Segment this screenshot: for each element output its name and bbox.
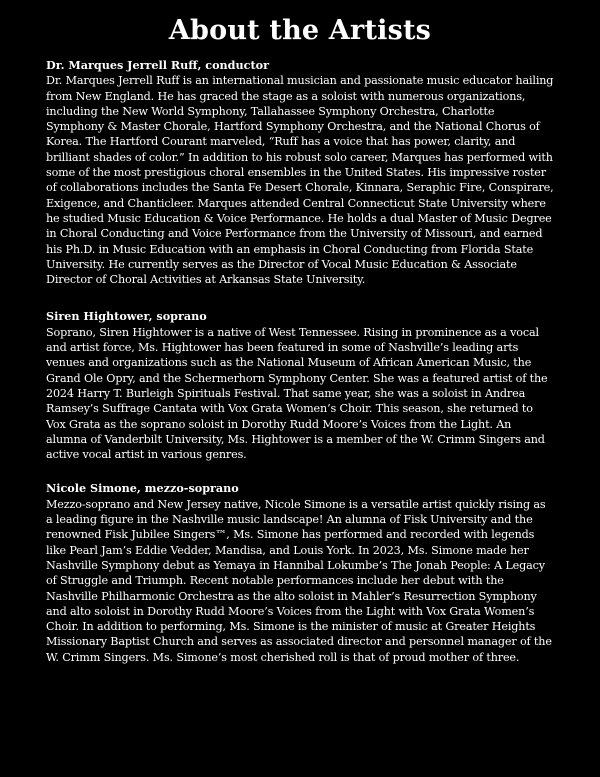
artist-heading: Nicole Simone, mezzo-soprano [46, 481, 239, 496]
artist-bio-ruff [46, 58, 554, 287]
artist-heading: Siren Hightower, soprano [46, 309, 207, 324]
section-spacer [46, 462, 554, 481]
artist-bio-text: Mezzo-soprano and New Jersey native, Nicole Simone is a versatile artist quickly rising as a leading figure in the Nashville music landscape! An alumna of Fisk University and the renowned Fisk Jubilee Singers™, Ms. Simone has performed and recorded with legends like Pearl Jam’s Eddie Vedder, Mandisa, and Louis York. In 2023, Ms. Simone made her Nashville Symphony debut as Yemaya in Hannibal Lokumbe’s The Jonah People: A Legacy of Struggle and Triumph. Recent notable performances include her debut with the Nashville Philharmonic Orchestra as the alto soloist in Mahler’s Resurrection Symphony and alto soloist in Dorothy Rudd Moore’s Voices from the Light with Vox Grata Women’s Choir. In addition to performing, Ms. Simone is the minister of music at Greater Heights Missionary Baptist Church and serves as associated director and personnel manager of the W. Crimm Singers. Ms. Simone’s most cherished roll is that of proud mother of three. [46, 497, 552, 664]
artist-bio-simone [46, 481, 554, 665]
artist-bio-text: Soprano, Siren Hightower is a native of West Tennessee. Rising in prominence as a vocal and artist force, Ms. Hightower has been featured in some of Nashville’s leading arts venues and organizations such as the National Museum of African American Music, the Grand Ole Opry, and the Schermerhorn Symphony Center. She was a featured artist of the 2024 Harry T. Burleigh Spirituals Festival. That same year, she was a soloist in Andrea Ramsey’s Suffrage Cantata with Vox Grata Women’s Choir. This season, she returned to Vox Grata as the soprano soloist in Dorothy Rudd Moore’s Voices from the Light. An alumna of Vanderbilt University, Ms. Hightower is a member of the W. Crimm Singers and active vocal artist in various genres. [46, 325, 548, 462]
section-spacer [46, 287, 554, 309]
page-title: About the Artists [168, 15, 432, 46]
artist-heading: Dr. Marques Jerrell Ruff, conductor [46, 58, 269, 72]
artist-bio-text: Dr. Marques Jerrell Ruff is an international musician and passionate music educator hailing from New England. He has graced the stage as a soloist with numerous organizations, including the New World Symphony, Tallahassee Symphony Orchestra, Charlotte Symphony & Master Chorale, Hartford Symphony Orchestra, and the National Chorus of Korea. The Hartford Courant marveled, “Ruff has a voice that has power, clarity, and brilliant shades of color.” In addition to his robust solo career, Marques has performed with some of the most prestigious choral ensembles in the United States. His impressive roster of collaborations includes the Santa Fe Desert Chorale, Kinnara, Seraphic Fire, Conspirare, Exigence, and Chanticleer. Marques attended Central Connecticut State University where he studied Music Education & Voice Performance. He holds a dual Master of Music Degree in Choral Conducting and Voice Performance from the University of Missouri, and earned his Ph.D. in Music Education with an emphasis in Choral Conducting from Florida State University. He currently serves as the Director of Vocal Music Education & Associate Director of Choral Activities at Arkansas State University. [46, 74, 554, 287]
artist-bio-hightower [46, 309, 554, 462]
